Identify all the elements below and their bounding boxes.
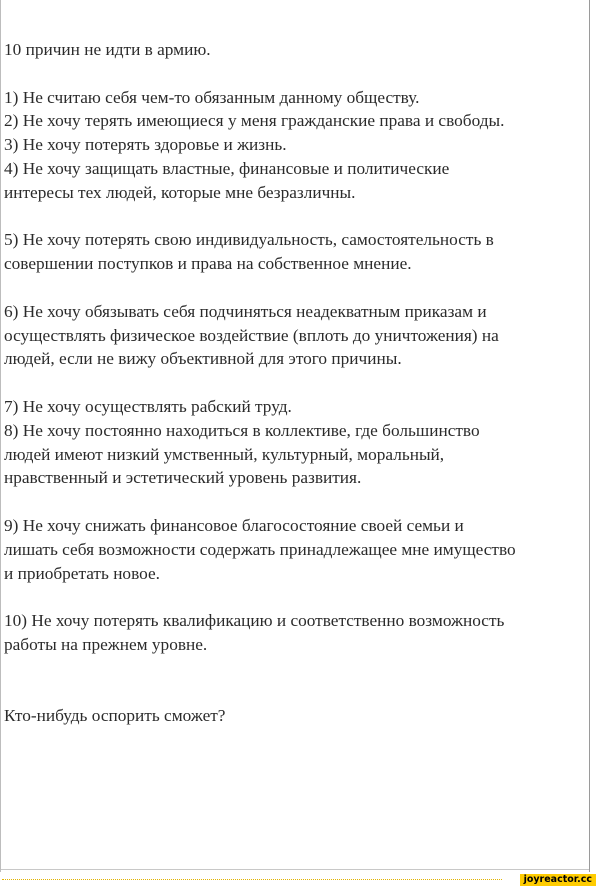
blank-line bbox=[4, 490, 588, 514]
reason-6-line-1: 6) Не хочу обязывать себя подчиняться неадекватным приказам и bbox=[4, 301, 487, 321]
reason-7: 7) Не хочу осуществлять рабский труд. bbox=[4, 396, 292, 416]
blank-line bbox=[4, 371, 588, 395]
reason-8-line-3: нравственный и эстетический уровень развития. bbox=[4, 468, 362, 488]
reason-8-line-2: людей имеют низкий умственный, культурный, моральный, bbox=[4, 444, 445, 464]
reason-9-line-3: и приобретать новое. bbox=[4, 563, 160, 583]
blank-line bbox=[4, 276, 588, 300]
document-text bbox=[4, 38, 588, 728]
blank-line bbox=[4, 681, 588, 705]
reason-5-line-1: 5) Не хочу потерять свою индивидуальность, самостоятельность в bbox=[4, 230, 494, 250]
reason-4-line-1: 4) Не хочу защищать властные, финансовые и политические bbox=[4, 158, 450, 178]
reason-2: 2) Не хочу терять имеющиеся у меня гражданские права и свободы. bbox=[4, 111, 505, 131]
blank-line bbox=[4, 62, 588, 86]
reason-6-line-2: осуществлять физическое воздействие (вплоть до уничтожения) на bbox=[4, 325, 499, 345]
blank-line bbox=[4, 657, 588, 681]
page-bottom-rule bbox=[1, 869, 590, 870]
reason-3: 3) Не хочу потерять здоровье и жизнь. bbox=[4, 135, 287, 155]
reason-1: 1) Не считаю себя чем-то обязанным данному обществу. bbox=[4, 87, 420, 107]
reason-10-line-1: 10) Не хочу потерять квалификацию и соответственно возможность bbox=[4, 611, 505, 631]
document-title: 10 причин не идти в армию. bbox=[4, 40, 211, 59]
reason-6-line-3: людей, если не вижу объективной для этого причины. bbox=[4, 349, 402, 369]
reason-8-line-1: 8) Не хочу постоянно находиться в коллективе, где большинство bbox=[4, 420, 480, 440]
blank-line bbox=[4, 585, 588, 609]
reason-10-line-2: работы на прежнем уровне. bbox=[4, 634, 208, 654]
reason-5-line-2: совершении поступков и права на собственное мнение. bbox=[4, 254, 412, 274]
reason-4-line-2: интересы тех людей, которые мне безразличны. bbox=[4, 182, 356, 202]
closing-question: Кто-нибудь оспорить сможет? bbox=[4, 706, 226, 726]
watermark-dotted-line bbox=[2, 879, 502, 880]
joyreactor-watermark: joyreactor.cc bbox=[520, 874, 596, 886]
reason-9-line-1: 9) Не хочу снижать финансовое благосостояние своей семьи и bbox=[4, 515, 464, 535]
reason-9-line-2: лишать себя возможности содержать принадлежащее мне имущество bbox=[4, 539, 516, 559]
watermark-bar bbox=[0, 874, 596, 886]
blank-line bbox=[4, 205, 588, 229]
